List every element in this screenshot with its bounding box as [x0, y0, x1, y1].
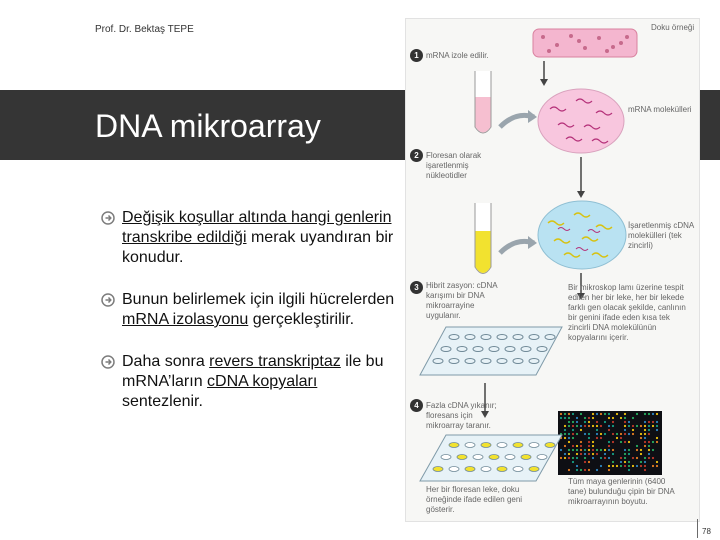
- chip-spot: [644, 457, 646, 459]
- chip-spot: [568, 433, 570, 435]
- chip-spot: [584, 469, 586, 471]
- chip-spot: [588, 453, 590, 455]
- chip-spot: [628, 449, 630, 451]
- chip-spot: [612, 425, 614, 427]
- chip-spot: [656, 413, 658, 415]
- chip-spot: [576, 417, 578, 419]
- chip-spot: [652, 441, 654, 443]
- chip-spot: [580, 429, 582, 431]
- chip-spot: [612, 453, 614, 455]
- chip-spot: [652, 457, 654, 459]
- chip-spot: [576, 469, 578, 471]
- chip-spot: [564, 417, 566, 419]
- chip-spot: [644, 445, 646, 447]
- chip-spot: [640, 461, 642, 463]
- chip-spot: [588, 421, 590, 423]
- bullet-circle-icon: [100, 354, 116, 370]
- chip-spot: [656, 425, 658, 427]
- chip-spot: [656, 441, 658, 443]
- test-tube-yellow-icon: [472, 201, 494, 281]
- chip-spot: [624, 461, 626, 463]
- label-probe: Bir mikroskop lamı üzerine tespit edilen her bir leke, her bir lekede farklı gen olacak şekilde, canlının bir genini ifade eden kısa tek zincirli DNA molekülünün kopyalarını içerir.: [568, 283, 686, 342]
- chip-spot: [608, 449, 610, 451]
- chip-spot: [612, 449, 614, 451]
- chip-spot: [656, 461, 658, 463]
- chip-spot: [652, 413, 654, 415]
- chip-spot: [588, 417, 590, 419]
- chip-spot: [624, 425, 626, 427]
- chip-spot: [620, 441, 622, 443]
- chip-spot: [628, 425, 630, 427]
- chip-spot: [568, 437, 570, 439]
- chip-spot: [648, 429, 650, 431]
- chip-spot: [588, 445, 590, 447]
- chip-spot: [640, 433, 642, 435]
- chip-spot: [628, 453, 630, 455]
- cdna-blob-illustration: [536, 199, 628, 271]
- bullet-text-underlined: Değişik koşullar altında hangi genlerin transkribe edildiği: [122, 209, 392, 246]
- chip-spot: [604, 433, 606, 435]
- chip-spot: [624, 453, 626, 455]
- chip-spot: [644, 433, 646, 435]
- chip-spot: [588, 441, 590, 443]
- chip-spot: [620, 465, 622, 467]
- chip-spot: [620, 437, 622, 439]
- chip-spot: [628, 469, 630, 471]
- bullet-text: gerçekleştirilir.: [248, 311, 355, 328]
- chip-spot: [648, 421, 650, 423]
- chip-spot: [580, 469, 582, 471]
- chip-spot: [588, 469, 590, 471]
- bullet-text: merak uyandıran bir konudur.: [122, 229, 394, 266]
- chip-spot: [588, 433, 590, 435]
- chip-spot: [608, 417, 610, 419]
- chip-spot: [580, 453, 582, 455]
- chip-spot: [608, 469, 610, 471]
- chip-spot: [596, 437, 598, 439]
- chip-spot: [620, 457, 622, 459]
- chip-spot: [576, 445, 578, 447]
- chip-spot: [592, 445, 594, 447]
- chip-spot: [592, 457, 594, 459]
- chip-spot: [600, 449, 602, 451]
- bullet-text-underlined: cDNA kopyaları: [207, 373, 318, 390]
- chip-spot: [564, 413, 566, 415]
- slide-title: DNA mikroarray: [95, 108, 321, 144]
- chip-spot: [600, 425, 602, 427]
- label-step4: Fazla cDNA yıkanır; floresans için mikroarray taranır.: [426, 401, 497, 430]
- chip-spot: [648, 457, 650, 459]
- chip-spot: [644, 429, 646, 431]
- chip-spot: [592, 417, 594, 419]
- chip-spot: [656, 429, 658, 431]
- chip-spot: [628, 441, 630, 443]
- chip-spot: [584, 453, 586, 455]
- chip-spot: [636, 465, 638, 467]
- chip-spot: [568, 457, 570, 459]
- chip-spot: [560, 413, 562, 415]
- chip-spot: [576, 457, 578, 459]
- label-genome: Tüm maya genlerinin (6400 tane) bulunduğu çipin bir DNA mikroarrayının boyutu.: [568, 477, 675, 506]
- chip-spot: [656, 421, 658, 423]
- chip-spot: [624, 429, 626, 431]
- chip-spot: [648, 413, 650, 415]
- step-number-badge: 3: [410, 281, 423, 294]
- chip-spot: [640, 465, 642, 467]
- chip-spot: [640, 449, 642, 451]
- page-number: 78: [702, 527, 711, 536]
- chip-spot: [628, 433, 630, 435]
- chip-spot: [568, 449, 570, 451]
- chip-spot: [644, 469, 646, 471]
- author-header: Prof. Dr. Bektaş TEPE: [95, 24, 194, 35]
- chip-spot: [580, 441, 582, 443]
- chip-spot: [644, 441, 646, 443]
- bullet-text: Bunun belirlemek için ilgili hücrelerden: [122, 291, 395, 308]
- chip-spot: [644, 421, 646, 423]
- chip-spot: [600, 465, 602, 467]
- chip-spot: [596, 421, 598, 423]
- chip-spot: [636, 449, 638, 451]
- chip-spot: [572, 425, 574, 427]
- bullet-text: Daha sonra: [122, 353, 210, 370]
- chip-spot: [584, 457, 586, 459]
- bullet-list: [100, 208, 400, 434]
- chip-spot: [568, 453, 570, 455]
- chip-spot: [624, 433, 626, 435]
- chip-spot: [612, 441, 614, 443]
- chip-spot: [608, 465, 610, 467]
- chip-spot: [600, 457, 602, 459]
- chip-spot: [636, 445, 638, 447]
- chip-spot: [596, 413, 598, 415]
- chip-spot: [584, 421, 586, 423]
- bullet-item: [100, 208, 400, 268]
- chip-spot: [592, 449, 594, 451]
- chip-spot: [568, 421, 570, 423]
- chip-spot: [572, 429, 574, 431]
- bullet-text-underlined: revers transkriptaz: [209, 353, 341, 370]
- bullet-text-underlined: mRNA izolasyonu: [122, 311, 249, 328]
- chip-spot: [616, 465, 618, 467]
- chip-spot: [596, 425, 598, 427]
- chip-spot: [572, 413, 574, 415]
- label-step3: Hibrit zasyon: cDNA karışımı bir DNA mikroarrayine uygulanır.: [426, 281, 498, 320]
- chip-spot: [648, 445, 650, 447]
- chip-spot: [644, 413, 646, 415]
- chip-spot: [624, 417, 626, 419]
- chip-spot: [632, 425, 634, 427]
- chip-spot: [604, 449, 606, 451]
- chip-spot: [624, 465, 626, 467]
- label-step2: Floresan olarak işaretlenmiş nükleotidler: [426, 151, 482, 180]
- step-number-badge: 4: [410, 399, 423, 412]
- chip-spot: [624, 421, 626, 423]
- chip-spot: [608, 457, 610, 459]
- bullet-text: sentezlenir.: [122, 393, 203, 410]
- chip-spot: [564, 429, 566, 431]
- chip-spot: [632, 457, 634, 459]
- chip-spot: [656, 465, 658, 467]
- chip-spot: [640, 453, 642, 455]
- chip-spot: [608, 441, 610, 443]
- chip-spot: [624, 449, 626, 451]
- microarray-result-illustration: [416, 433, 566, 485]
- chip-spot: [580, 449, 582, 451]
- chip-spot: [628, 461, 630, 463]
- chip-spot: [628, 465, 630, 467]
- tissue-sample-illustration: [531, 23, 641, 61]
- chip-spot: [640, 425, 642, 427]
- chip-spot: [592, 413, 594, 415]
- bullet-circle-icon: [100, 210, 116, 226]
- mrna-blob-illustration: [536, 87, 626, 155]
- chip-spot: [620, 461, 622, 463]
- chip-spot: [616, 413, 618, 415]
- chip-spot: [624, 441, 626, 443]
- chip-spot: [568, 441, 570, 443]
- chip-spot: [568, 413, 570, 415]
- chip-spot: [596, 449, 598, 451]
- chip-spot: [596, 469, 598, 471]
- arrow-icon: [576, 157, 586, 199]
- chip-spot: [652, 449, 654, 451]
- chip-spot: [632, 429, 634, 431]
- bullet-text: ile bu mRNA’ların: [122, 353, 384, 390]
- chip-spot: [576, 453, 578, 455]
- chip-spot: [592, 453, 594, 455]
- curved-arrow-icon: [498, 233, 538, 257]
- chip-spot: [632, 433, 634, 435]
- chip-spot: [636, 413, 638, 415]
- chip-spot: [640, 437, 642, 439]
- chip-spot: [592, 425, 594, 427]
- chip-spot: [592, 441, 594, 443]
- page-number-divider: [697, 519, 698, 538]
- chip-spot: [612, 465, 614, 467]
- chip-spot: [612, 433, 614, 435]
- chip-spot: [612, 417, 614, 419]
- chip-spot: [648, 449, 650, 451]
- chip-spot: [572, 461, 574, 463]
- chip-spot: [584, 461, 586, 463]
- chip-spot: [620, 417, 622, 419]
- chip-spot: [600, 433, 602, 435]
- bullet-item: [100, 290, 400, 330]
- chip-spot: [588, 449, 590, 451]
- chip-spot: [600, 413, 602, 415]
- chip-spot: [600, 437, 602, 439]
- bullet-circle-icon: [100, 292, 116, 308]
- chip-spot: [572, 457, 574, 459]
- chip-spot: [624, 413, 626, 415]
- chip-spot: [576, 465, 578, 467]
- chip-spot: [572, 421, 574, 423]
- chip-spot: [568, 425, 570, 427]
- chip-spot: [580, 413, 582, 415]
- chip-spot: [636, 457, 638, 459]
- chip-spot: [584, 433, 586, 435]
- label-mrna: mRNA molekülleri: [628, 105, 692, 114]
- arrow-icon: [539, 61, 549, 87]
- label-sample: Doku örneği: [651, 23, 695, 32]
- chip-spot: [616, 433, 618, 435]
- chip-spot: [652, 425, 654, 427]
- chip-spot: [604, 457, 606, 459]
- chip-spot: [652, 421, 654, 423]
- chip-spot: [584, 449, 586, 451]
- chip-spot: [604, 413, 606, 415]
- chip-spot: [604, 453, 606, 455]
- chip-spot: [620, 433, 622, 435]
- dna-chip-image: [558, 411, 662, 475]
- chip-spot: [644, 465, 646, 467]
- chip-spot: [608, 429, 610, 431]
- chip-spot: [588, 437, 590, 439]
- chip-spot: [596, 429, 598, 431]
- chip-spot: [584, 417, 586, 419]
- chip-spot: [608, 425, 610, 427]
- chip-spot: [564, 425, 566, 427]
- chip-spot: [572, 437, 574, 439]
- chip-spot: [624, 457, 626, 459]
- chip-spot: [628, 421, 630, 423]
- chip-spot: [580, 445, 582, 447]
- chip-spot: [656, 437, 658, 439]
- chip-spot: [576, 433, 578, 435]
- microarray-slide-illustration: [416, 323, 566, 379]
- chip-spot: [644, 425, 646, 427]
- curved-arrow-icon: [498, 107, 538, 131]
- chip-spot: [588, 461, 590, 463]
- test-tube-pink-icon: [472, 69, 494, 139]
- chip-spot: [580, 425, 582, 427]
- chip-spot: [616, 437, 618, 439]
- chip-spot: [648, 453, 650, 455]
- chip-spot: [648, 425, 650, 427]
- chip-spot: [572, 433, 574, 435]
- step-number-badge: 2: [410, 149, 423, 162]
- chip-spot: [584, 425, 586, 427]
- chip-spot: [608, 445, 610, 447]
- chip-spot: [576, 425, 578, 427]
- chip-spot: [560, 417, 562, 419]
- chip-spot: [636, 425, 638, 427]
- chip-spot: [648, 433, 650, 435]
- chip-spot: [612, 461, 614, 463]
- chip-spot: [652, 465, 654, 467]
- chip-spot: [644, 461, 646, 463]
- chip-spot: [572, 449, 574, 451]
- chip-spot: [572, 445, 574, 447]
- chip-spot: [576, 421, 578, 423]
- chip-spot: [576, 449, 578, 451]
- chip-spot: [568, 417, 570, 419]
- step-number-badge: 1: [410, 49, 423, 62]
- chip-spot: [632, 465, 634, 467]
- chip-spot: [596, 453, 598, 455]
- label-step1: mRNA izole edilir.: [426, 51, 489, 60]
- chip-spot: [608, 413, 610, 415]
- microarray-figure: [405, 18, 700, 522]
- bullet-item: [100, 352, 400, 412]
- chip-spot: [604, 421, 606, 423]
- label-result: Her bir floresan leke, doku örneğinde ifade edilen geni gösterir.: [426, 485, 523, 514]
- label-cdna: İşaretlenmiş cDNA molekülleri (tek zincirli): [628, 221, 694, 250]
- chip-spot: [588, 425, 590, 427]
- chip-spot: [596, 433, 598, 435]
- chip-spot: [612, 421, 614, 423]
- chip-spot: [648, 441, 650, 443]
- chip-spot: [568, 469, 570, 471]
- chip-spot: [644, 437, 646, 439]
- chip-spot: [632, 417, 634, 419]
